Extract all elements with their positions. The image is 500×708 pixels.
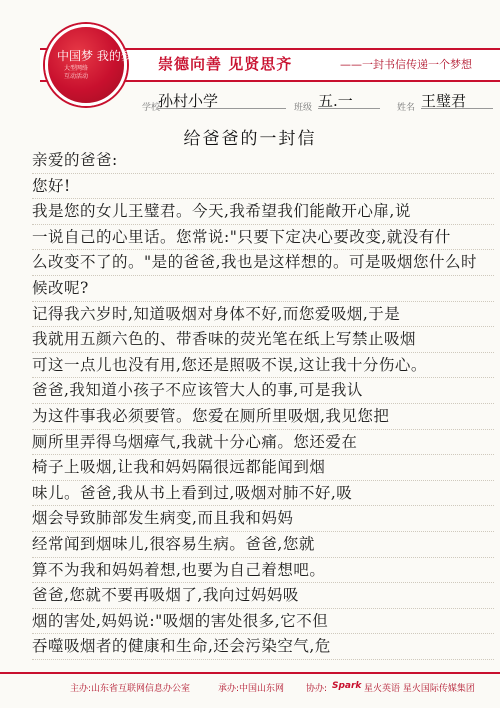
name-value: 王璧君 [421,90,493,109]
footer-host: 主办:山东省互联网信息办公室 [70,684,191,694]
spark-logo: Spark [332,681,362,691]
footer-assist-label: 协办: [306,684,328,694]
letter-line: 我就用五颜六色的、带香味的荧光笔在纸上写禁止吸烟 [32,327,494,353]
student-info [0,94,500,114]
letter-line: 我是您的女儿王璧君。今天,我希望我们能敞开心扉,说 [32,199,494,225]
letter-line: 厕所里弄得乌烟瘴气,我就十分心痛。您还爱在 [32,430,494,456]
letter-line: 亲爱的爸爸: [32,148,494,174]
class-value: 五.一 [318,90,380,109]
letter-line: 为这件事我必须要管。您爱在厕所里吸烟,我见您把 [32,404,494,430]
letter-line: 椅子上吸烟,让我和妈妈隔很远都能闻到烟 [32,455,494,481]
letter-line: 经常闻到烟味儿,很容易生病。爸爸,您就 [32,532,494,558]
letter-line: 烟的害处,妈妈说:"吸烟的害处很多,它不但 [32,609,494,635]
letter-line: 候改呢? [32,276,494,302]
logo-title: 中国梦 我的梦 [57,49,133,63]
letter-body [32,148,494,660]
slogan-text: 崇德向善 见贤思齐 [158,55,293,73]
letter-line: 记得我六岁时,知道吸烟对身体不好,而您爱吸烟,于是 [32,302,494,328]
letter-line: 吞噬吸烟者的健康和生命,还会污染空气,危 [32,634,494,660]
header-banner [0,38,500,90]
footer-organizer: 承办:中国山东网 [218,684,285,694]
letter-title: 给爸爸的一封信 [183,129,317,149]
letter-line: 烟会导致肺部发生病变,而且我和妈妈 [32,506,494,532]
school-label: 学校 [142,103,161,113]
school-value: 孙村小学 [158,90,286,109]
letter-line: 味儿。爸爸,我从书上看到过,吸烟对肺不好,吸 [32,481,494,507]
letter-line: 爸爸,我知道小孩子不应该管大人的事,可是我认 [32,378,494,404]
letter-line: 您好! [32,174,494,200]
letter-line: 爸爸,您就不要再吸烟了,我向过妈妈吸 [32,583,494,609]
letter-line: 算不为我和妈妈着想,也要为自己着想吧。 [32,558,494,584]
name-label: 姓名 [397,103,416,113]
logo-subtitle: 大型网络 [64,65,89,72]
logo-subtitle-2: 互动活动 [64,73,89,80]
class-label: 班级 [294,103,313,113]
letter-line: 么改变不了的。"是的爸爸,我也是这样想的。可是吸烟您什么时 [32,250,494,276]
footer-bar [0,672,500,700]
footer-assist: 星火英语 星火国际传媒集团 [364,684,475,694]
tagline-text: ——一封书信传递一个梦想 [340,58,472,71]
letter-line: 一说自己的心里话。您常说:"只要下定决心要改变,就没有什 [32,225,494,251]
letter-line: 可这一点儿也没有用,您还是照吸不误,这让我十分伤心。 [32,353,494,379]
